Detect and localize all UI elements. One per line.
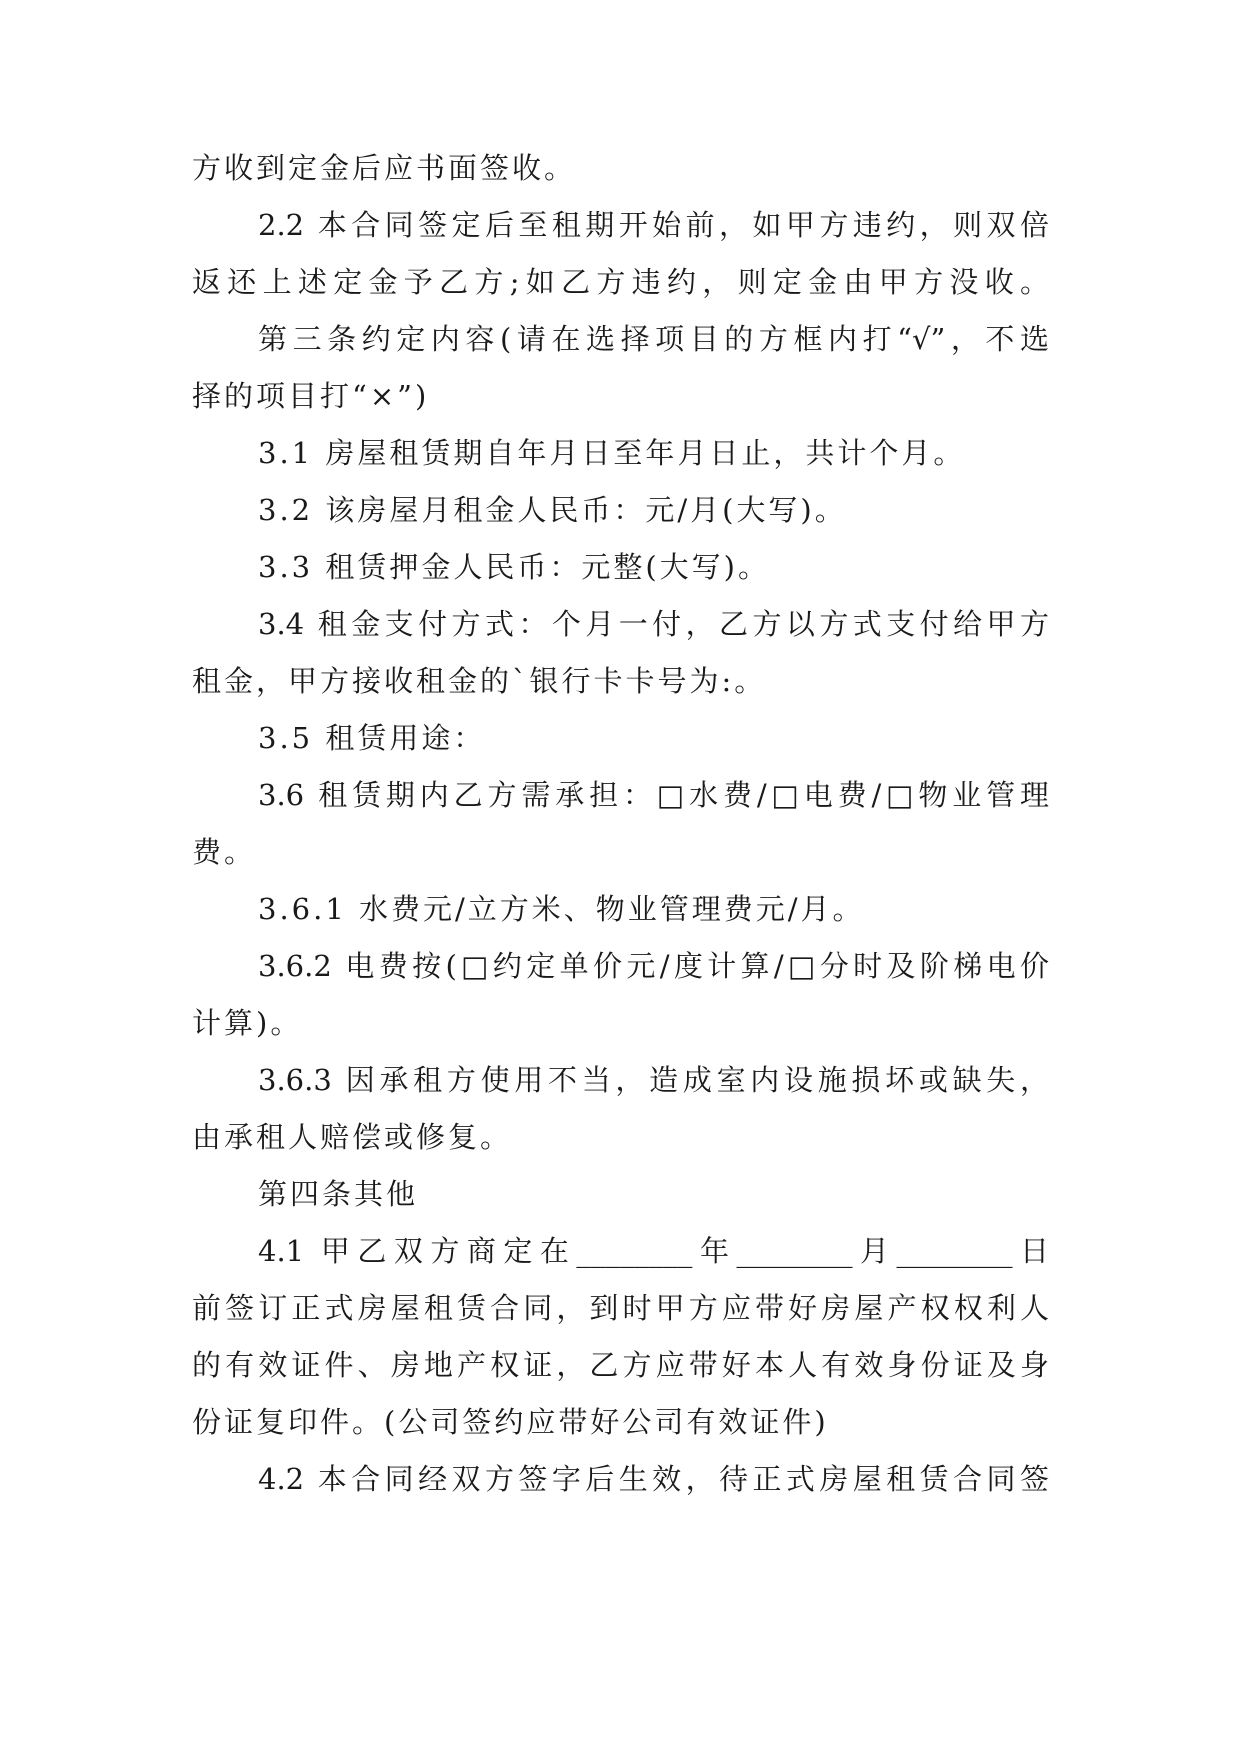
text-line: 择的项目打“×”) bbox=[192, 379, 430, 413]
text-line: 4.1 甲乙双方商定在________年________月________日 bbox=[258, 1234, 1049, 1268]
text-line: 份证复印件。(公司签约应带好公司有效证件) bbox=[192, 1405, 829, 1439]
text-line: 3.5 租赁用途： bbox=[258, 721, 486, 755]
text-line: 3.4 租金支付方式：个月一付，乙方以方式支付给甲方 bbox=[258, 607, 1049, 641]
text-line: 的有效证件、房地产权证，乙方应带好本人有效身份证及身 bbox=[192, 1348, 1049, 1382]
text-line: 3.6 租赁期内乙方需承担：□水费/□电费/□物业管理 bbox=[258, 778, 1049, 812]
text-line: 3.6.2 电费按(□约定单价元/度计算/□分时及阶梯电价 bbox=[258, 949, 1049, 983]
text-line: 返还上述定金予乙方;如乙方违约，则定金由甲方没收。 bbox=[192, 265, 1049, 299]
text-line: 3.6.3 因承租方使用不当，造成室内设施损坏或缺失， bbox=[258, 1063, 1049, 1097]
text-line: 方收到定金后应书面签收。 bbox=[192, 151, 577, 185]
text-line: 由承租人赔偿或修复。 bbox=[192, 1120, 513, 1154]
text-line: 租金，甲方接收租金的`银行卡卡号为:。 bbox=[192, 664, 767, 698]
section-heading: 第四条其他 bbox=[258, 1177, 419, 1211]
text-line: 4.2 本合同经双方签字后生效，待正式房屋租赁合同签 bbox=[258, 1462, 1049, 1496]
text-line: 计算)。 bbox=[192, 1006, 303, 1040]
text-line: 3.1 房屋租赁期自年月日至年月日止，共计个月。 bbox=[258, 436, 966, 470]
text-line: 2.2 本合同签定后至租期开始前，如甲方违约，则双倍 bbox=[258, 208, 1049, 242]
text-line: 前签订正式房屋租赁合同，到时甲方应带好房屋产权权利人 bbox=[192, 1291, 1049, 1325]
text-line: 3.2 该房屋月租金人民币：元/月(大写)。 bbox=[258, 493, 847, 527]
text-line: 费。 bbox=[192, 835, 257, 869]
text-line: 第三条约定内容(请在选择项目的方框内打“√”，不选 bbox=[258, 322, 1049, 356]
text-line: 3.3 租赁押金人民币：元整(大写)。 bbox=[258, 550, 770, 584]
text-line: 3.6.1 水费元/立方米、物业管理费元/月。 bbox=[258, 892, 865, 926]
